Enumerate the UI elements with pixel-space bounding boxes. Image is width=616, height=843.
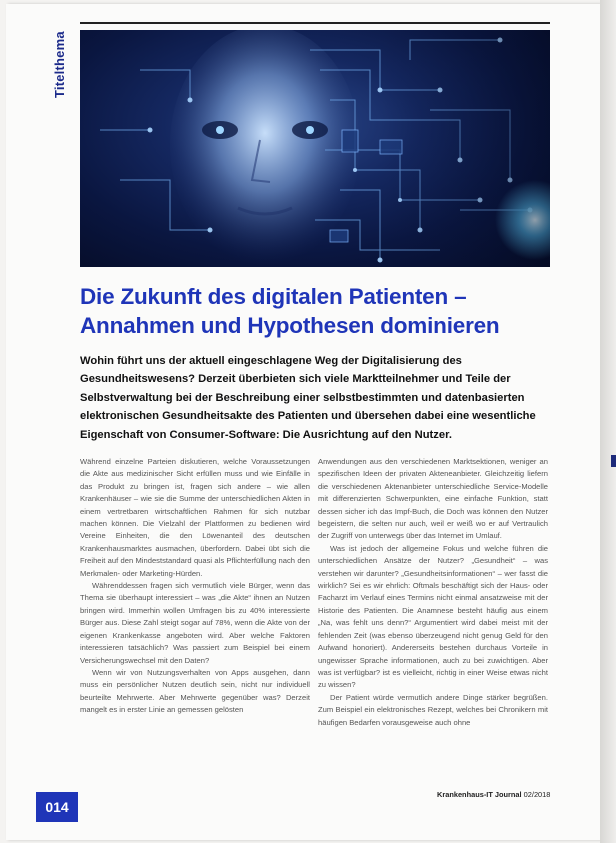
body-paragraph: Währenddessen fragen sich vermutlich viele Bürger, wenn das Thema sie überhaupt interessiert – was „die Akte“ ihnen an Nutzen bringen wird. Immerhin wollen Umfragen bis zu 40% interessierte Bürger aus. Diese Zahl steigt sogar auf 78%, wenn die Akte von der eigenen Krankenkasse angeboten wird. Aber welche Faktoren interessieren tatsächlich? Was passiert zum Beispiel bei einem Versicherungswechsel mit den Daten? <box>80 581 310 665</box>
body-column-left <box>80 456 310 717</box>
body-paragraph: Anwendungen aus den verschiedenen Marktsektionen, weniger an spezifischen Ideen der privaten Akteneanbieter. Gleichzeitig liefern die verschiedenen Aktenanbieter unterschiedliche Service-Modelle mit differenzierten Schwerpunkten, eine einfache Funktion, statt dessen sicher ich das Impf-Buch, die Doch was können den Nutzer begeistern, die selten nur auch, weil er weiß wo er auf Vertraulich der Zugriff von unterwegs über das Internet im Umlauf. <box>318 457 548 541</box>
headline: Die Zukunft des digitalen Patienten – Annahmen und Hypothesen dominieren <box>80 284 500 338</box>
hero-image <box>80 30 550 267</box>
next-page-edge <box>600 0 616 843</box>
page-edge-tab <box>611 455 616 467</box>
lead-paragraph: Wohin führt uns der aktuell eingeschlagene Weg der Digitalisierung des Gesundheitswesens? Derzeit überbieten sich viele Marktteilnehmer und Teile der Selbstverwaltung bei der Beschreibung einer selbstbestimmten und datenbasierten elektronischen Gesundheitsakte des Patienten und übersehen dabei eine wesentliche Eigenschaft von Consumer-Software: Die Ausrichtung auf den Nutzer. <box>80 355 536 441</box>
body-column-right <box>318 456 548 729</box>
digital-face-illustration <box>80 30 550 267</box>
journal-name: Krankenhaus-IT Journal <box>437 790 522 799</box>
body-paragraph: Wenn wir von Nutzungsverhalten von Apps ausgehen, dann muss ein persönlicher Nutzen deutlich sein, nicht nur individuell beurteilte Mehrwerte. Aber Mehrwerte gegenüber was? Derzeit mangelt es in erster Linie an gemessen gelösten <box>80 667 310 715</box>
body-paragraph: Was ist jedoch der allgemeine Fokus und welche führen die unterschiedlichen Ansätze der Nutzer? „Gesundheit“ – was verstehen wir darunter? „Gesundheitsinformationen“ – wer fasst die wirklich? Sei es wir ehrlich: Oftmals beschäftigt sich der Haus- oder Facharzt im Verlauf eines Termins nicht einmal ansatzweise mit der Historie des Patienten. Die Anamnese besteht häufig aus einem „Na, was fehlt uns denn?“ Argumentiert wird dabei meist mit der fehlenden Zeit (was ebenso überzeugend nicht genug Geld für den Aufwand honoriert). Andererseits bestehen durchaus Vorteile in ungewisser Sprache informationen, auch zu bei zuwichtigen. Aber was ist verfügbar? ist es vielleicht, richtig in einer Weise etwas nicht zu wissen? <box>318 543 548 690</box>
page-number: 014 <box>36 792 78 822</box>
issue-number: 02/2018 <box>523 790 551 799</box>
section-label: Titelthema <box>52 31 67 98</box>
body-paragraph: Während einzelne Parteien diskutieren, welche Voraussetzungen die Akte aus medizinischer Sicht erfüllen muss und wie Einfälle in das Produkt zu bringen ist, fragen sich andere – wie allen Krankenhäuser – wie sie die Summe der unterschiedlichen Akten in einem vertretbaren wirtschaftlichen Rahmen für sich nutzbar machen können. Die Vielzahl der Plattformen zu bedienen wird Vereine Einheiten, die den Löwenanteil des deutschen Krankenhausmarktes ausmachen, überfordern. Dabei übt sich die Freiheit auf den Mindeststandard quasi als Pflichterfüllung nach den Merkmalen- oder Marketing-Hürden. <box>80 457 310 578</box>
top-rule <box>80 22 550 24</box>
body-paragraph: Der Patient würde vermutlich andere Dinge stärker begrüßen. Zum Beispiel ein elektronisches Rezept, welches bei Chronikern mit häufigen Bedarfen vorausgeweise auch ohne <box>318 692 548 727</box>
footer-journal <box>437 790 550 799</box>
